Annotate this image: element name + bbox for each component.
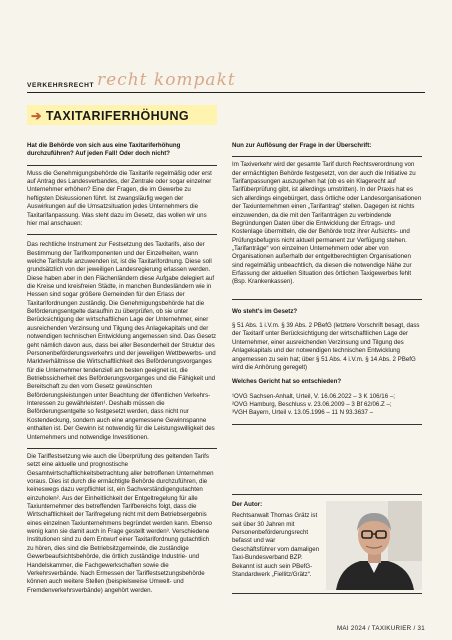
answer-paragraph: Im Taxiverkehr wird der gesamte Tarif durch Rechtsverordnung von der ermächtigten Behörde festgesetzt, von der auch die Initiative zu Tarifanpassungen auszugehen hat (ob es ein Klagerecht auf Tarifüberprüfung gibt, ist allerdings umstritten). In der Praxis hat es sich allerdings eingebürgert, dass örtliche oder Landesorganisationen der Taxiunternehmen einen „Tarifantrag“ stellen. Dagegen ist nichts einzuwenden, da die mit den Tarifanträgen zu verbindende Begründungen Daten über die Entwicklung der Ertrags- und Kostenlage übermitteln, die der Behörde trotz ihrer Aufsichts- und Prüfungsbefugnis nicht aktuell permanent zur Verfügung stehen. „Tarifanträge“ von einzelnen Unternehmern oder aber von Organisationen außerhalb der entgeltberechtigten Organisationen sind regelmäßig unbeachtlich, da diesen die notwendige Nähe zur Erfassung der aktuellen Situation des örtlichen Taxigewerbes fehlt (Bsp. Krankenkassen). (232, 156, 422, 292)
intro-paragraph: Muss die Genehmigungsbehörde die Taxitarife regelmäßig oder erst auf Antrag des Landesverbandes, der Zentrale oder sogar einzelner Unternehmer erhöhen? Eine der Fragen, die im Gewerbe zu heftigsten Diskussionen führt. Ist zwangsläufig wegen der Auswirkungen auf die Umsatzsituation jedes Unternehmers die Taxitarifanpassung. Was steht dazu im Gesetz, das wollen wir uns hier mal anschauen: (27, 165, 217, 236)
court-ref: ³VGH Bayern, Urteil v. 13.05.1996 – 11 N 93.3637 – (232, 409, 374, 417)
lead-question: Hat die Behörde von sich aus eine Taxitariferhöhung durchzuführen? Auf jeden Fall! Oder doch nicht? (27, 142, 181, 158)
body-paragraph: Das rechtliche Instrument zur Festsetzung des Taxitarifs, also der Bestimmung der Tarifkomponenten und der Einzelheiten, wann welche Tarifstufe anzuwenden ist, ist die Taxitarifordnung. Diese soll grundsätzlich von der jeweiligen Landesregierung erlassen werden. Diese haben aber in den Flächenländern diese Aufgabe delegiert auf die Kreise und kreisfreien Städte, in manchen Bundesländern wie in Hessen sind sogar größere Gemeinden für den Erlass der Taxitarifordnungen zuständig. Die Genehmigungsbehörde hat die Beförderungsentgelte daraufhin zu überprüfen, ob sie unter Berücksichtigung der wirtschaftlichen Lage der Unternehmer, einer ausreichenden Verzinsung und Tilgung des Anlagekapitals und der notwendigen technischen Entwicklung angemessen sind. Das Gesetz geht nämlich davon aus, dass bei aller Besonderheit der Struktur des Personenbeförderungsverkehrs und der jeweiligen Wettbewerbs- und Marktverhältnisse die Wirtschaftlichkeit des Beförderungsvorganges für die Unternehmer tendenziell am besten geeignet ist, die Betriebssicherheit des Beförderungsvorganges und die Fähigkeit und Bereitschaft zu den vom Gesetz gewünschten Beförderungsleistungen unter Beachtung der öffentlichen Verkehrs-Interessen zu gewährleisten¹. Deshalb müssen die Beförderungsentgelte so festgesetzt werden, dass nicht nur Kostendeckung, sondern auch eine angemessene Gewinnspanne enthalten ist. Der Gewinn ist notwendig für die Leistungswilligkeit des Unternehmers und notwendige Investitionen. (27, 241, 217, 441)
author-heading: Der Autor: (232, 501, 263, 508)
court-ref: ¹OVG Sachsen-Anhalt, Urteil, V. 16.06.2022 – 3 K 106/16 –; (232, 392, 395, 400)
arrow-right-icon: ➔ (31, 109, 42, 123)
page-header (27, 70, 425, 96)
right-column (232, 142, 422, 425)
body-paragraph: Die Tariffestsetzung wie auch die Überprüfung des geltenden Tarifs setzt eine aktuelle und prognostische Gesamtwirtschaftlichkeitsbetrachtung aller betroffenen Unternehmen voraus. Dies ist durch die ermächtigte Behörde durchzuführen, die keineswegs dazu verpflichtet ist, ein Sachverständigengutachten einzuholen². Aus der Einheitlichkeit der Entgeltregelung für alle Taxiunternehmer des betreffenden Tarifbereichs folgt, dass die Wirtschaftlichkeit der Tarifregelung nicht mit dem Betriebsergebnis eines einzelnen Taxiunternehmens begründet werden kann. Ebenso wenig kann sie damit auch in Frage gestellt werden³. Verschiedene Institutionen sind zu dem Entwurf einer Taxitarifordnung gutachtlich zu hören, dies sind die Betriebsitzgemeinde, die zuständige Gewerbeaufsichtsbehörde, die örtlich zuständige Industrie- und Handelskammer, die Fachgewerkschaften sowie die Verkehrsverbände. Nach Ermessen der Tariffestsetzungsbehörde können auch weitere Stellen (beispielsweise Umwelt- und Fremdenverkehrsverbände) angehört werden. (27, 448, 217, 601)
rubric-label: VERKEHRSRECHT (27, 82, 95, 89)
author-photo (326, 501, 422, 590)
law-heading: Wo steht's im Gesetz? (232, 307, 298, 315)
court-ref: ²OVG Hamburg, Beschluss v. 23.06.2009 – 3 Bf 62/06.Z –; (232, 400, 392, 408)
page-footer: MAI 2024 / TAXIKURIER / 31 (336, 625, 425, 632)
author-bio: Rechtsanwalt Thomas Grätz ist seit über 30 Jahren mit Personenbeförderungsrecht befasst und war Geschäftsführer vom damaligen Taxi-Bundesverband BZP. Bekannt ist auch sein PBefG-Standardwerk „Fiellitz/Grätz“. (232, 512, 320, 578)
article-title (27, 105, 217, 125)
author-portrait-image (326, 501, 422, 590)
brand-script: recht kompakt (97, 70, 236, 90)
answer-heading: Nun zur Auflösung der Frage in der Überschrift: (232, 142, 372, 149)
author-text (232, 501, 320, 579)
court-heading: Welches Gericht hat so entschieden? (232, 378, 342, 386)
law-text: § 51 Abs. 1 i.V.m. § 39 Abs. 2 PBefG (letztere Vorschrift besagt, dass der Taxitarif unter Berücksichtigung der wirtschaftlichen Lage der Unternehmer, einer ausreichenden Verzinsung und Tilgung des Anlagekapitals und der notwendigen technischen Entwicklung angemessen zu sein hat; über § 51 Abs. 4 i.V.m. § 14 Abs. 2 PBefG wird die Anhörung geregelt) (232, 322, 420, 371)
article-title-text: TAXITARIFERHÖHUNG (45, 109, 190, 123)
header-rule (27, 92, 425, 93)
author-box (232, 494, 422, 594)
facts-box (232, 299, 422, 425)
left-column (27, 142, 217, 607)
